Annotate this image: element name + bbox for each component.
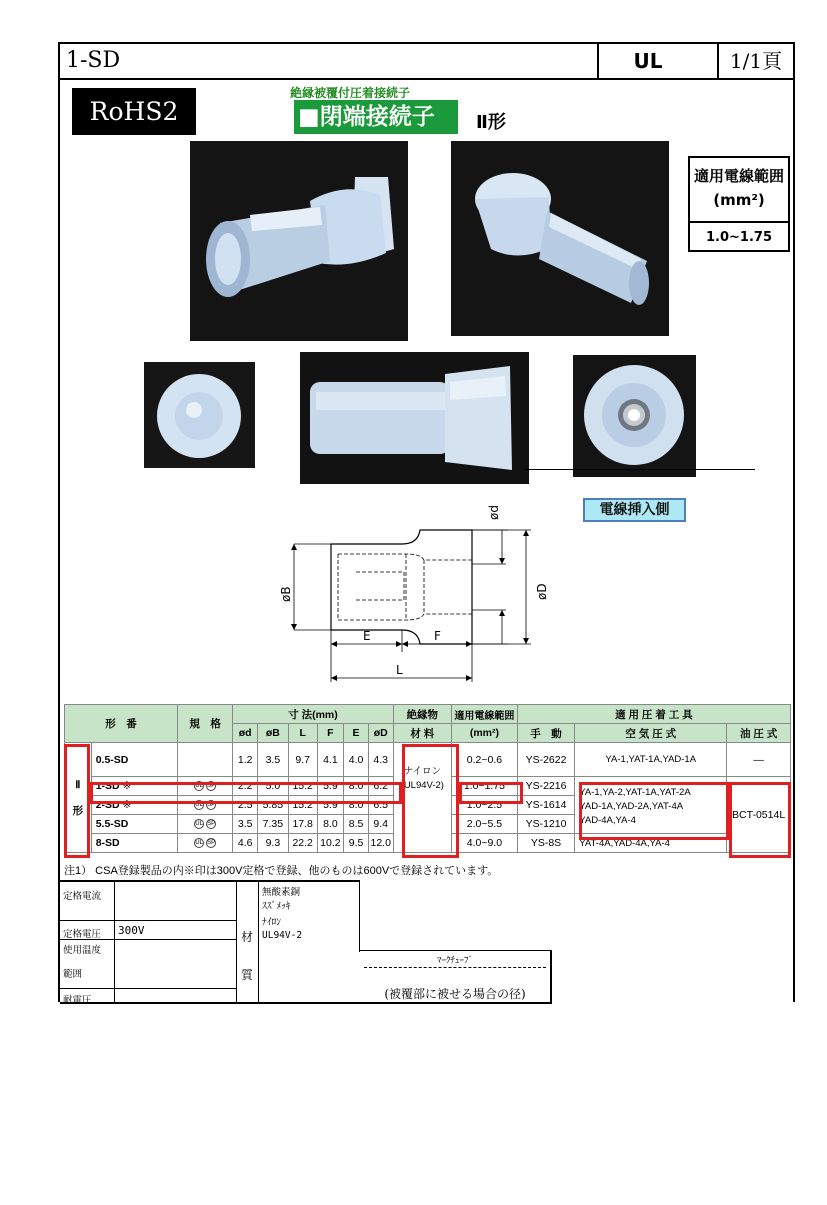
product-code: 1-SD	[66, 48, 121, 73]
csa-mark-icon: SP	[207, 840, 216, 847]
table-row-model: 2-SD ※	[91, 796, 177, 815]
wire-insertion-side-label: 電線挿入側	[583, 498, 686, 522]
table-cell: 9.3	[258, 834, 289, 853]
rated-voltage-value: 300V	[118, 924, 145, 937]
table-cell: 5.85	[258, 796, 289, 815]
product-type: Ⅱ形	[476, 112, 506, 133]
footnote: 注1） CSA登録製品の内※印は300V定格で登録、他のものは600Vで登録されています。	[64, 865, 499, 877]
table-cell: 9.5	[344, 834, 369, 853]
col-pneumatic: 空 気 圧 式	[575, 724, 727, 743]
table-cell: 3.5	[233, 815, 258, 834]
highlight-range	[459, 782, 523, 804]
divider	[258, 882, 259, 1004]
col-insulation: 絶縁物	[393, 705, 452, 724]
table-cell: YS-2622	[517, 743, 574, 777]
highlight-insulation	[402, 744, 459, 858]
page-number: 1/1頁	[717, 44, 793, 78]
col-model: 形 番	[65, 705, 178, 743]
table-cell: 4.6	[233, 834, 258, 853]
col-wire-range: 適用電線範囲	[452, 705, 518, 724]
col-dimensions: 寸 法(mm)	[233, 705, 393, 724]
dim-header: F	[317, 724, 344, 743]
col-hydraulic: 油 圧 式	[727, 724, 791, 743]
dim-header: E	[344, 724, 369, 743]
col-wire-range-unit: (mm²)	[452, 724, 518, 743]
table-cell: 4.0~9.0	[452, 834, 518, 853]
table-cell: YS-1614	[517, 796, 574, 815]
highlight-1sd-row	[90, 782, 402, 804]
withstand-voltage-label: 耐電圧	[63, 995, 92, 1006]
material-value: ﾅｲﾛﾝ	[262, 917, 282, 928]
product-photo-closed-end	[144, 362, 255, 468]
hydraulic-tool: BCT-0514L	[727, 777, 791, 853]
material-value: 無酸素銅	[262, 887, 301, 898]
material-label-1: 材	[241, 930, 254, 944]
ul-mark-icon: UL	[195, 802, 203, 809]
table-cell: 6.5	[368, 796, 393, 815]
table-cell: 22.2	[288, 834, 317, 853]
wire-range-label: 適用電線範囲 (mm²)	[690, 158, 788, 223]
table-cell: 4.1	[317, 743, 344, 777]
dim-header: ød	[233, 724, 258, 743]
table-cell: 1.0~2.5	[452, 796, 518, 815]
dim-label-F: F	[434, 629, 441, 643]
header-row	[60, 44, 793, 80]
divider	[114, 882, 115, 1004]
type-label: Ⅱ 形	[65, 743, 92, 853]
table-cell: 12.0	[368, 834, 393, 853]
mark-tube-line	[364, 967, 546, 968]
divider	[60, 920, 236, 921]
cert-marks	[177, 834, 232, 853]
ul-mark-icon: UL	[195, 783, 203, 790]
pneumatic-tools: YA-1,YA-2,YAT-1A,YAT-2A YAD-1A,YAD-2A,YAT-4A YAD-4A,YA-4	[575, 777, 727, 834]
table-cell: 4.0	[344, 743, 369, 777]
csa-mark-icon: SP	[207, 821, 216, 828]
product-photo-wire-entry	[573, 355, 696, 477]
rated-current-label: 定格電流	[63, 891, 102, 902]
col-tools: 適 用 圧 着 工 具	[517, 705, 790, 724]
table-cell: 1.0~1.75	[452, 777, 518, 796]
photo-divider-line	[525, 469, 755, 470]
table-row-model: 8-SD	[91, 834, 177, 853]
table-cell: YS-2216	[517, 777, 574, 796]
table-cell: 5.9	[317, 796, 344, 815]
mark-tube-box	[360, 950, 552, 1004]
dim-label-E: E	[363, 629, 371, 643]
csa-mark-icon: SP	[207, 783, 216, 790]
table-cell: 8.0	[317, 815, 344, 834]
temp-range-label-2: 範囲	[63, 969, 83, 980]
mark-tube-caption: (被覆部に被せる場合の径)	[384, 987, 526, 1001]
dim-header: øB	[258, 724, 289, 743]
dim-header: L	[288, 724, 317, 743]
table-row-model: 5.5-SD	[91, 815, 177, 834]
divider	[60, 988, 236, 989]
highlight-pneumatic	[579, 782, 729, 840]
product-title: ■閉端接続子	[294, 100, 458, 134]
col-material: 材 料	[393, 724, 452, 743]
wire-range-value: 1.0~1.75	[706, 230, 772, 245]
dimension-drawing	[256, 492, 556, 690]
rohs-badge: RoHS2	[72, 88, 196, 135]
divider	[359, 882, 360, 952]
electrical-spec-box	[60, 880, 360, 1004]
table-cell: 5.9	[317, 777, 344, 796]
table-cell: 6.2	[368, 777, 393, 796]
certification-cell: UL	[597, 44, 717, 78]
divider	[236, 882, 237, 1004]
applicable-wire-range-box	[688, 156, 790, 252]
csa-mark-icon: SP	[207, 802, 216, 809]
material-value: ｽｽﾞﾒｯｷ	[262, 901, 291, 912]
col-manual: 手 動	[517, 724, 574, 743]
dim-label-d: ød	[487, 505, 501, 520]
table-cell: YA-1,YAT-1A,YAD-1A	[575, 743, 727, 777]
dim-header: øD	[368, 724, 393, 743]
dim-label-B: øB	[279, 586, 293, 602]
dim-label-L: L	[396, 663, 403, 677]
table-cell: 5.0	[258, 777, 289, 796]
ul-mark-icon: UL	[195, 840, 203, 847]
table-cell: 17.8	[288, 815, 317, 834]
table-cell: 8.0	[344, 777, 369, 796]
table-cell: 7.35	[258, 815, 289, 834]
temp-range-label-1: 使用温度	[63, 945, 102, 956]
standard-cell	[177, 743, 232, 777]
table-cell: 10.2	[317, 834, 344, 853]
highlight-hydraulic	[729, 782, 791, 858]
table-cell: YS-8S	[517, 834, 574, 853]
table-row-model: 0.5-SD	[91, 743, 177, 777]
table-cell: 3.5	[258, 743, 289, 777]
table-cell: YAT-4A,YAD-4A,YA-4	[575, 834, 727, 853]
material-label-2: 質	[241, 968, 254, 982]
insulation-material: ナイロン (UL94V-2)	[393, 743, 452, 853]
table-cell: 2.0~5.5	[452, 815, 518, 834]
table-cell: 2.2	[233, 777, 258, 796]
spec-sheet	[58, 42, 795, 1006]
table-cell: 8.5	[344, 815, 369, 834]
table-cell: 2.5	[233, 796, 258, 815]
subtitle: 絶縁被覆付圧着接続子	[290, 86, 411, 100]
product-photo-angle-right	[451, 141, 669, 336]
table-cell: 9.4	[368, 815, 393, 834]
table-row-model: 1-SD ※	[91, 777, 177, 796]
table-cell: 15.2	[288, 777, 317, 796]
table-cell: YS-1210	[517, 815, 574, 834]
rated-voltage-label: 定格電圧	[63, 929, 102, 940]
mark-tube-label: ﾏｰｸﾁｭｰﾌﾞ	[436, 956, 473, 966]
col-standard: 規 格	[177, 705, 232, 743]
product-photo-angle-left	[190, 141, 408, 341]
cert-marks	[177, 815, 232, 834]
product-photo-side	[300, 352, 529, 484]
table-cell: 4.3	[368, 743, 393, 777]
table-cell: 1.2	[233, 743, 258, 777]
highlight-type	[64, 744, 90, 858]
table-cell: 8.0	[344, 796, 369, 815]
material-value: UL94V-2	[262, 930, 303, 941]
table-cell: —	[727, 743, 791, 777]
table-cell: 15.2	[288, 796, 317, 815]
table-cell: 0.2~0.6	[452, 743, 518, 777]
ul-mark-icon: UL	[195, 821, 203, 828]
table-cell: 9.7	[288, 743, 317, 777]
dim-label-D: øD	[535, 583, 549, 600]
